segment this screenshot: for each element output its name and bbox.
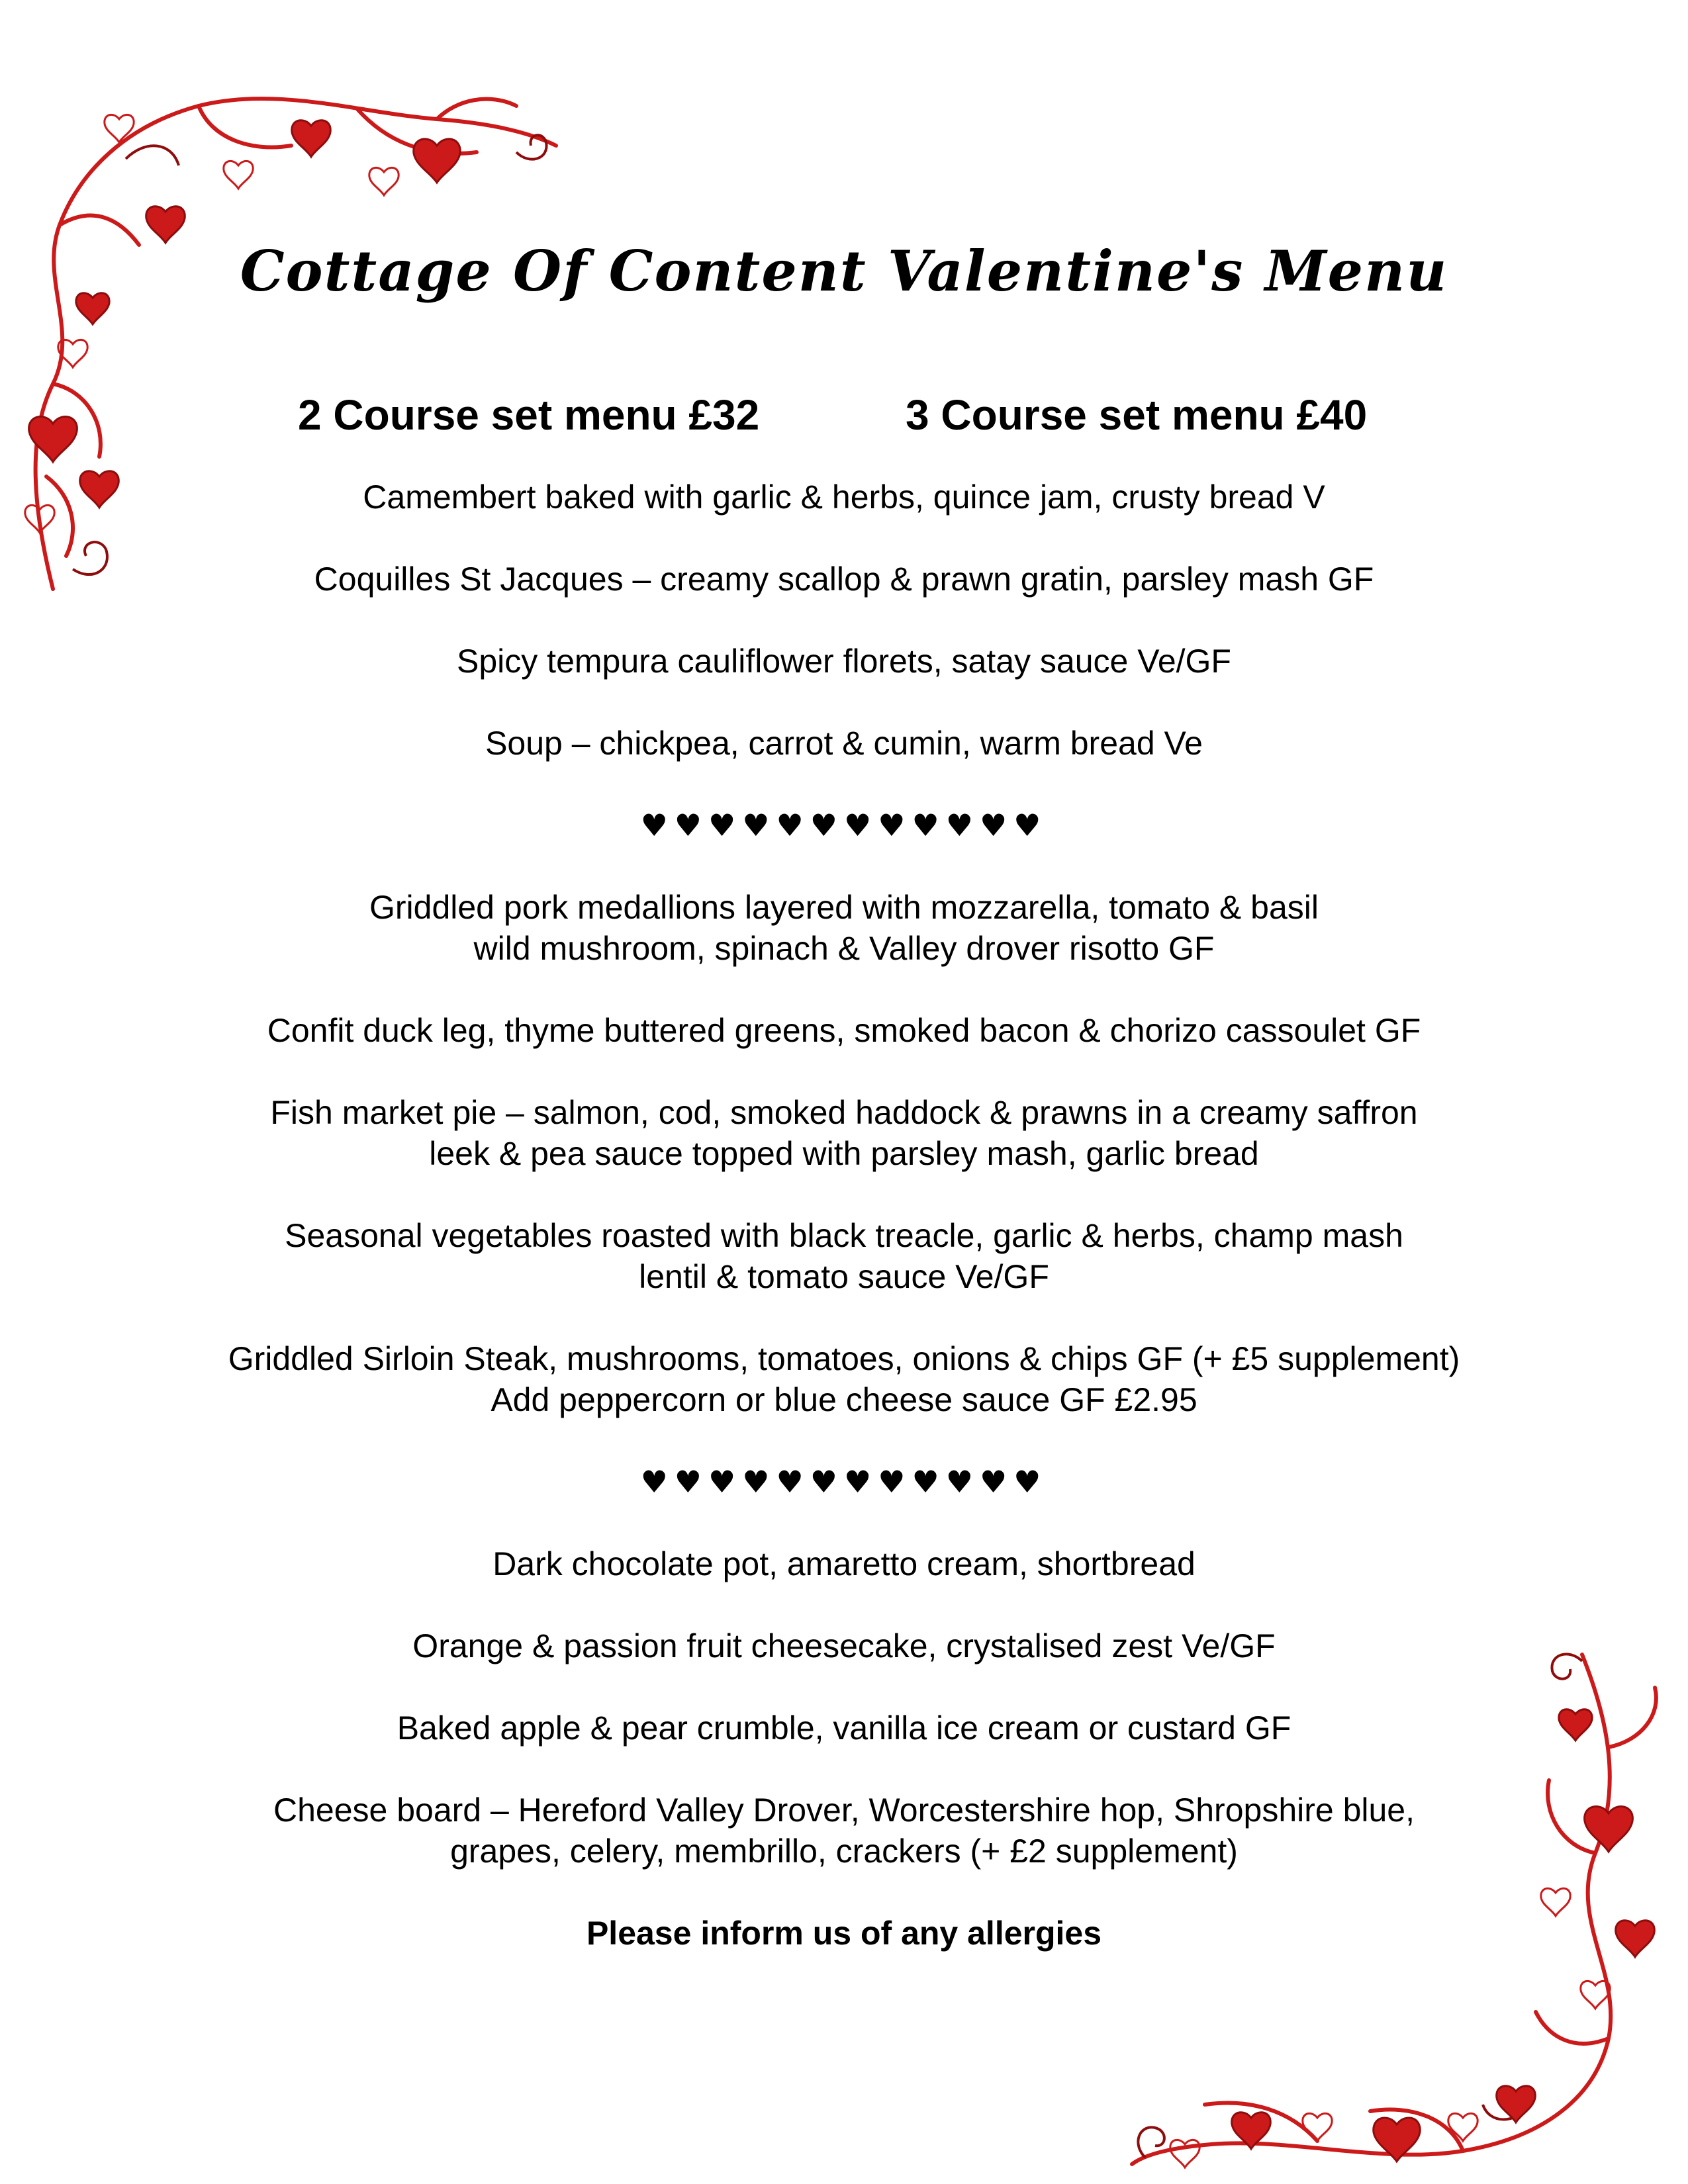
set-menu-prices (0, 390, 1688, 450)
menu-item-line: Griddled pork medallions layered with mozzarella, tomato & basil (369, 889, 1319, 926)
menu-item-line: Baked apple & pear crumble, vanilla ice cream or custard GF (397, 1709, 1291, 1747)
menu-item-line: Griddled Sirloin Steak, mushrooms, tomatoes, onions & chips GF (+ £5 supplement) (228, 1340, 1460, 1377)
menu-item-line: Orange & passion fruit cheesecake, crystalised zest Ve/GF (412, 1627, 1276, 1664)
mains-section (0, 887, 1688, 1420)
menu-item-line: Cheese board – Hereford Valley Drover, Worcestershire hop, Shropshire blue, (273, 1792, 1415, 1829)
menu-item-line: leek & pea sauce topped with parsley mash, garlic bread (429, 1135, 1259, 1172)
menu-item-line: Camembert baked with garlic & herbs, quince jam, crusty bread V (363, 478, 1325, 516)
menu-item (0, 887, 1688, 969)
menu-item-line: Coquilles St Jacques – creamy scallop & prawn gratin, parsley mash GF (314, 561, 1374, 598)
menu-item-line: Add peppercorn or blue cheese sauce GF £2.95 (491, 1381, 1197, 1418)
starters-section (0, 477, 1688, 764)
menu-item-line: Seasonal vegetables roasted with black treacle, garlic & herbs, champ mash (285, 1217, 1403, 1254)
menu-item (0, 641, 1688, 682)
menu-item-line: Spicy tempura cauliflower florets, satay sauce Ve/GF (457, 643, 1231, 680)
menu-item-line: Confit duck leg, thyme buttered greens, smoked bacon & chorizo cassoulet GF (267, 1012, 1421, 1049)
menu-item (0, 1092, 1688, 1174)
menu-item-line: wild mushroom, spinach & Valley drover risotto GF (473, 930, 1215, 967)
menu-item (0, 477, 1688, 518)
menu-item (0, 1543, 1688, 1584)
menu-item (0, 1707, 1688, 1749)
desserts-section (0, 1543, 1688, 1872)
menu-item (0, 559, 1688, 600)
menu-item (0, 723, 1688, 764)
menu-item-line: Dark chocolate pot, amaretto cream, shortbread (492, 1545, 1196, 1582)
menu-item-line: grapes, celery, membrillo, crackers (+ £2 supplement) (450, 1833, 1238, 1870)
menu-item (0, 1625, 1688, 1666)
two-course-price: 2 Course set menu £32 (298, 391, 760, 439)
menu-courses (0, 477, 1688, 1954)
heart-divider-icon: ♥♥♥♥♥♥♥♥♥♥♥♥ (640, 807, 1048, 843)
menu-item (0, 1215, 1688, 1297)
menu-item (0, 1010, 1688, 1051)
menu-item-line: Fish market pie – salmon, cod, smoked haddock & prawns in a creamy saffron (270, 1094, 1418, 1131)
allergy-note: Please inform us of any allergies (586, 1915, 1102, 1952)
three-course-price: 3 Course set menu £40 (906, 391, 1368, 439)
menu-title: Cottage Of Content Valentine's Menu (240, 238, 1448, 304)
menu-item-line: lentil & tomato sauce Ve/GF (639, 1258, 1049, 1295)
heart-divider-icon: ♥♥♥♥♥♥♥♥♥♥♥♥ (640, 1464, 1048, 1500)
menu-item-line: Soup – chickpea, carrot & cumin, warm bread Ve (485, 725, 1203, 762)
menu-item (0, 1790, 1688, 1872)
menu-item (0, 1338, 1688, 1420)
